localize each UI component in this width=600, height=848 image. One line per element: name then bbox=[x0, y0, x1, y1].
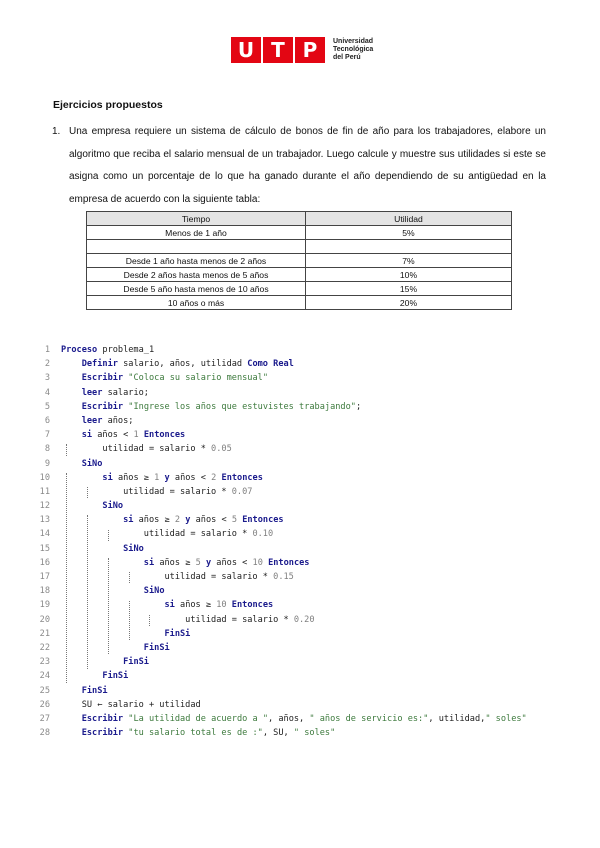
code-plain bbox=[61, 657, 123, 667]
code-plain bbox=[61, 586, 144, 596]
cell-tiempo: 10 años o más bbox=[87, 296, 306, 310]
code-keyword: Entonces bbox=[143, 430, 186, 441]
code-plain bbox=[61, 643, 144, 653]
code-line bbox=[0, 400, 600, 414]
code-text bbox=[61, 513, 284, 527]
pseint-code-block bbox=[0, 343, 600, 740]
code-text bbox=[61, 343, 154, 357]
code-number: 0.15 bbox=[273, 572, 294, 582]
code-plain: años ≥ bbox=[133, 515, 175, 526]
exercise-text: Una empresa requiere un sistema de cálculo de bonos de fin de año para los trabajadores, elabore un algoritmo que reciba el salario mensual de un trabajador. Luego calcule y muestre sus utilidades si este se asigna como un porcentaje de lo que ha ganado durante el año dependiendo de su antigüedad en la empresa de acuerdo con la siguiente tabla: bbox=[69, 126, 546, 205]
code-text bbox=[61, 400, 361, 414]
line-number: 16 bbox=[39, 557, 50, 568]
code-text bbox=[61, 570, 294, 584]
code-line bbox=[0, 684, 600, 698]
code-plain bbox=[61, 686, 82, 696]
code-line bbox=[0, 442, 600, 456]
code-plain bbox=[61, 544, 123, 554]
code-string: " soles" bbox=[293, 728, 336, 739]
code-keyword: Escribir bbox=[81, 713, 124, 724]
code-string: "tu salario total es de :" bbox=[128, 728, 263, 739]
code-number: 10 bbox=[216, 600, 227, 611]
logo-wordmark bbox=[333, 38, 373, 62]
code-text bbox=[61, 442, 232, 456]
code-keyword: SiNo bbox=[143, 586, 165, 597]
cell-tiempo: Desde 5 año hasta menos de 10 años bbox=[87, 282, 306, 296]
code-plain: años < bbox=[92, 430, 134, 441]
code-keyword: leer bbox=[81, 387, 103, 398]
line-number: 25 bbox=[39, 685, 50, 696]
code-keyword: Entonces bbox=[242, 515, 284, 526]
code-keyword: si bbox=[102, 472, 113, 483]
code-plain bbox=[61, 501, 102, 511]
table-row bbox=[87, 282, 512, 296]
code-plain: años ≥ bbox=[154, 557, 196, 568]
code-plain bbox=[61, 373, 82, 383]
line-number: 17 bbox=[39, 572, 50, 582]
code-plain: años < bbox=[190, 515, 232, 526]
code-plain: años ≥ bbox=[112, 472, 155, 483]
code-keyword: si bbox=[123, 515, 134, 526]
code-number: 2 bbox=[174, 515, 181, 526]
line-number: 8 bbox=[44, 444, 50, 455]
code-text bbox=[61, 669, 128, 683]
code-string: " años de servicio es:" bbox=[309, 713, 429, 724]
code-plain bbox=[61, 402, 82, 412]
code-keyword: si bbox=[143, 557, 155, 568]
code-text bbox=[61, 684, 108, 698]
code-number: 1 bbox=[154, 472, 160, 483]
code-line bbox=[0, 627, 600, 641]
code-plain: utilidad = salario * bbox=[61, 529, 253, 540]
cell-utilidad: 5% bbox=[306, 226, 512, 240]
code-plain bbox=[61, 714, 82, 724]
cell-tiempo: Menos de 1 año bbox=[87, 226, 306, 240]
code-text bbox=[61, 457, 102, 471]
code-keyword: Entonces bbox=[268, 557, 310, 568]
utp-logo bbox=[231, 37, 373, 63]
code-plain: salario; bbox=[102, 387, 149, 398]
line-number: 14 bbox=[39, 529, 50, 540]
code-text bbox=[61, 542, 144, 556]
code-number: 0.07 bbox=[231, 486, 253, 497]
code-line bbox=[0, 343, 600, 357]
code-keyword: y bbox=[185, 515, 191, 526]
code-line bbox=[0, 428, 600, 442]
code-plain bbox=[61, 459, 82, 469]
code-keyword: FinSi bbox=[143, 642, 170, 653]
cell-tiempo: Desde 2 años hasta menos de 5 años bbox=[87, 268, 306, 282]
line-number: 7 bbox=[44, 430, 50, 441]
utilidad-table bbox=[86, 211, 512, 310]
cell-utilidad: 15% bbox=[306, 282, 512, 296]
line-number: 6 bbox=[44, 415, 50, 426]
indent-guide bbox=[108, 558, 109, 654]
table-row bbox=[87, 296, 512, 310]
code-keyword: y bbox=[164, 472, 170, 483]
indent-guide bbox=[66, 444, 67, 455]
code-text bbox=[61, 698, 201, 712]
line-number: 20 bbox=[39, 614, 50, 625]
code-plain: utilidad = salario * bbox=[61, 572, 274, 582]
code-text bbox=[61, 414, 133, 428]
line-number: 22 bbox=[39, 642, 50, 653]
table-row bbox=[87, 268, 512, 282]
code-line bbox=[0, 357, 600, 371]
line-number: 2 bbox=[44, 359, 50, 370]
code-line bbox=[0, 570, 600, 584]
line-number: 23 bbox=[39, 657, 50, 668]
code-line bbox=[0, 669, 600, 683]
code-plain bbox=[61, 430, 82, 440]
line-number: 3 bbox=[44, 373, 50, 384]
line-number: 21 bbox=[39, 628, 50, 639]
logo-line-2: Tecnológica bbox=[333, 46, 374, 53]
code-keyword: Escribir bbox=[81, 401, 124, 412]
line-number: 9 bbox=[44, 458, 50, 469]
code-text bbox=[61, 584, 165, 598]
line-number: 27 bbox=[39, 713, 50, 724]
header-utilidad: Utilidad bbox=[306, 212, 512, 226]
indent-guide bbox=[149, 615, 150, 626]
cell-utilidad: 10% bbox=[306, 268, 512, 282]
logo-letter-p: P bbox=[295, 37, 325, 63]
code-text bbox=[61, 598, 273, 612]
code-line bbox=[0, 457, 600, 471]
line-number: 28 bbox=[39, 728, 50, 739]
code-keyword: si bbox=[164, 600, 175, 611]
code-plain: utilidad = salario * bbox=[61, 614, 294, 625]
code-keyword: FinSi bbox=[123, 657, 149, 668]
code-keyword: leer bbox=[81, 415, 103, 426]
cell-utilidad: 20% bbox=[306, 296, 512, 310]
code-keyword: Como Real bbox=[247, 359, 294, 370]
code-keyword: Escribir bbox=[81, 373, 124, 384]
indent-guide bbox=[87, 515, 88, 668]
code-line bbox=[0, 655, 600, 669]
header-tiempo: Tiempo bbox=[87, 212, 306, 226]
code-plain: , utilidad, bbox=[428, 713, 486, 724]
code-keyword: Entonces bbox=[231, 600, 274, 611]
code-keyword: FinSi bbox=[102, 671, 129, 682]
code-text bbox=[61, 627, 190, 641]
code-string: "Coloca su salario mensual" bbox=[128, 373, 268, 384]
code-plain: utilidad = salario * bbox=[61, 444, 212, 455]
code-line bbox=[0, 414, 600, 428]
indent-guide bbox=[87, 487, 88, 498]
code-string: " soles" bbox=[485, 713, 527, 724]
code-number: 0.05 bbox=[211, 444, 232, 455]
code-keyword: si bbox=[81, 430, 93, 441]
code-plain bbox=[61, 671, 102, 681]
line-number: 18 bbox=[39, 586, 50, 597]
code-plain bbox=[61, 473, 102, 483]
code-text bbox=[61, 556, 309, 570]
code-plain: años < bbox=[211, 557, 253, 568]
code-line bbox=[0, 712, 600, 726]
exercise-number: 1. bbox=[52, 126, 61, 137]
line-number: 15 bbox=[39, 543, 50, 554]
code-text bbox=[61, 371, 268, 385]
line-number: 5 bbox=[44, 401, 50, 412]
logo-letter-t: T bbox=[263, 37, 293, 63]
code-string: "La utilidad de acuerdo a " bbox=[128, 713, 268, 724]
code-plain: ; bbox=[355, 401, 362, 412]
code-line bbox=[0, 698, 600, 712]
code-line bbox=[0, 584, 600, 598]
line-number: 1 bbox=[44, 345, 50, 355]
line-number: 26 bbox=[39, 699, 50, 710]
code-plain: , años, bbox=[268, 713, 310, 724]
code-text bbox=[61, 357, 294, 371]
code-plain: años < bbox=[169, 472, 212, 483]
line-number: 10 bbox=[39, 472, 50, 483]
code-keyword: FinSi bbox=[81, 685, 108, 696]
table-row bbox=[87, 226, 512, 240]
code-text bbox=[61, 641, 170, 655]
code-line bbox=[0, 527, 600, 541]
code-text bbox=[61, 428, 185, 442]
table-header-row bbox=[87, 212, 512, 226]
code-number: 0.20 bbox=[293, 614, 315, 625]
code-text bbox=[61, 527, 273, 541]
code-keyword: Escribir bbox=[81, 728, 124, 739]
code-keyword: FinSi bbox=[164, 628, 191, 639]
code-number: 1 bbox=[133, 430, 139, 441]
code-line bbox=[0, 556, 600, 570]
section-heading: Ejercicios propuestos bbox=[53, 99, 163, 111]
code-line bbox=[0, 485, 600, 499]
code-plain: años ≥ bbox=[174, 600, 217, 611]
code-text bbox=[61, 485, 252, 499]
code-text bbox=[61, 726, 335, 740]
code-plain bbox=[61, 728, 82, 738]
code-plain: salario, años, utilidad bbox=[117, 359, 248, 370]
code-number: 0.10 bbox=[252, 529, 274, 540]
code-number: 5 bbox=[231, 515, 238, 526]
logo-line-3: del Perú bbox=[333, 54, 361, 61]
code-text bbox=[61, 655, 149, 669]
code-plain: años; bbox=[102, 415, 134, 426]
code-plain bbox=[61, 629, 164, 639]
indent-guide bbox=[66, 473, 67, 683]
code-line bbox=[0, 542, 600, 556]
code-plain bbox=[61, 558, 144, 568]
indent-guide bbox=[129, 601, 130, 641]
code-number: 5 bbox=[195, 557, 201, 568]
code-text bbox=[61, 613, 315, 627]
code-plain bbox=[61, 388, 82, 398]
code-plain bbox=[61, 515, 123, 525]
code-number: 2 bbox=[211, 472, 217, 483]
code-keyword: Entonces bbox=[221, 472, 263, 483]
code-number: 10 bbox=[252, 557, 263, 568]
code-plain bbox=[61, 359, 82, 369]
cell-tiempo bbox=[87, 240, 306, 254]
logo-letter-u: U bbox=[231, 37, 261, 63]
code-line bbox=[0, 386, 600, 400]
cell-utilidad: 7% bbox=[306, 254, 512, 268]
code-plain: problema_1 bbox=[97, 345, 155, 355]
code-line bbox=[0, 371, 600, 385]
line-number: 19 bbox=[39, 600, 50, 611]
code-plain: SU ← salario + utilidad bbox=[61, 699, 201, 710]
exercise-paragraph bbox=[52, 121, 546, 211]
cell-utilidad bbox=[306, 240, 512, 254]
code-keyword: Proceso bbox=[61, 345, 98, 355]
code-plain bbox=[61, 600, 164, 610]
code-line bbox=[0, 641, 600, 655]
line-number: 13 bbox=[39, 515, 50, 526]
code-line bbox=[0, 513, 600, 527]
code-keyword: SiNo bbox=[123, 543, 144, 554]
logo-line-1: Universidad bbox=[333, 38, 374, 45]
code-text bbox=[61, 471, 263, 485]
line-number: 11 bbox=[39, 486, 50, 497]
code-plain bbox=[61, 416, 82, 426]
table-row bbox=[87, 254, 512, 268]
line-number: 24 bbox=[39, 671, 50, 682]
code-text bbox=[61, 499, 123, 513]
code-keyword: Definir bbox=[81, 359, 118, 370]
line-number: 4 bbox=[44, 387, 50, 398]
indent-guide bbox=[129, 572, 130, 583]
code-string: "Ingrese los años que estuvistes trabajando" bbox=[128, 401, 356, 412]
code-line bbox=[0, 726, 600, 740]
code-line bbox=[0, 471, 600, 485]
code-plain: , SU, bbox=[262, 728, 294, 739]
line-number: 12 bbox=[39, 501, 50, 512]
table-row bbox=[87, 240, 512, 254]
code-line bbox=[0, 613, 600, 627]
code-line bbox=[0, 598, 600, 612]
code-keyword: SiNo bbox=[102, 501, 124, 512]
indent-guide bbox=[108, 530, 109, 541]
cell-tiempo: Desde 1 año hasta menos de 2 años bbox=[87, 254, 306, 268]
code-keyword: SiNo bbox=[81, 458, 103, 469]
code-line bbox=[0, 499, 600, 513]
code-plain: utilidad = salario * bbox=[61, 486, 232, 497]
code-text bbox=[61, 712, 527, 726]
code-text bbox=[61, 386, 149, 400]
code-keyword: y bbox=[205, 557, 212, 568]
